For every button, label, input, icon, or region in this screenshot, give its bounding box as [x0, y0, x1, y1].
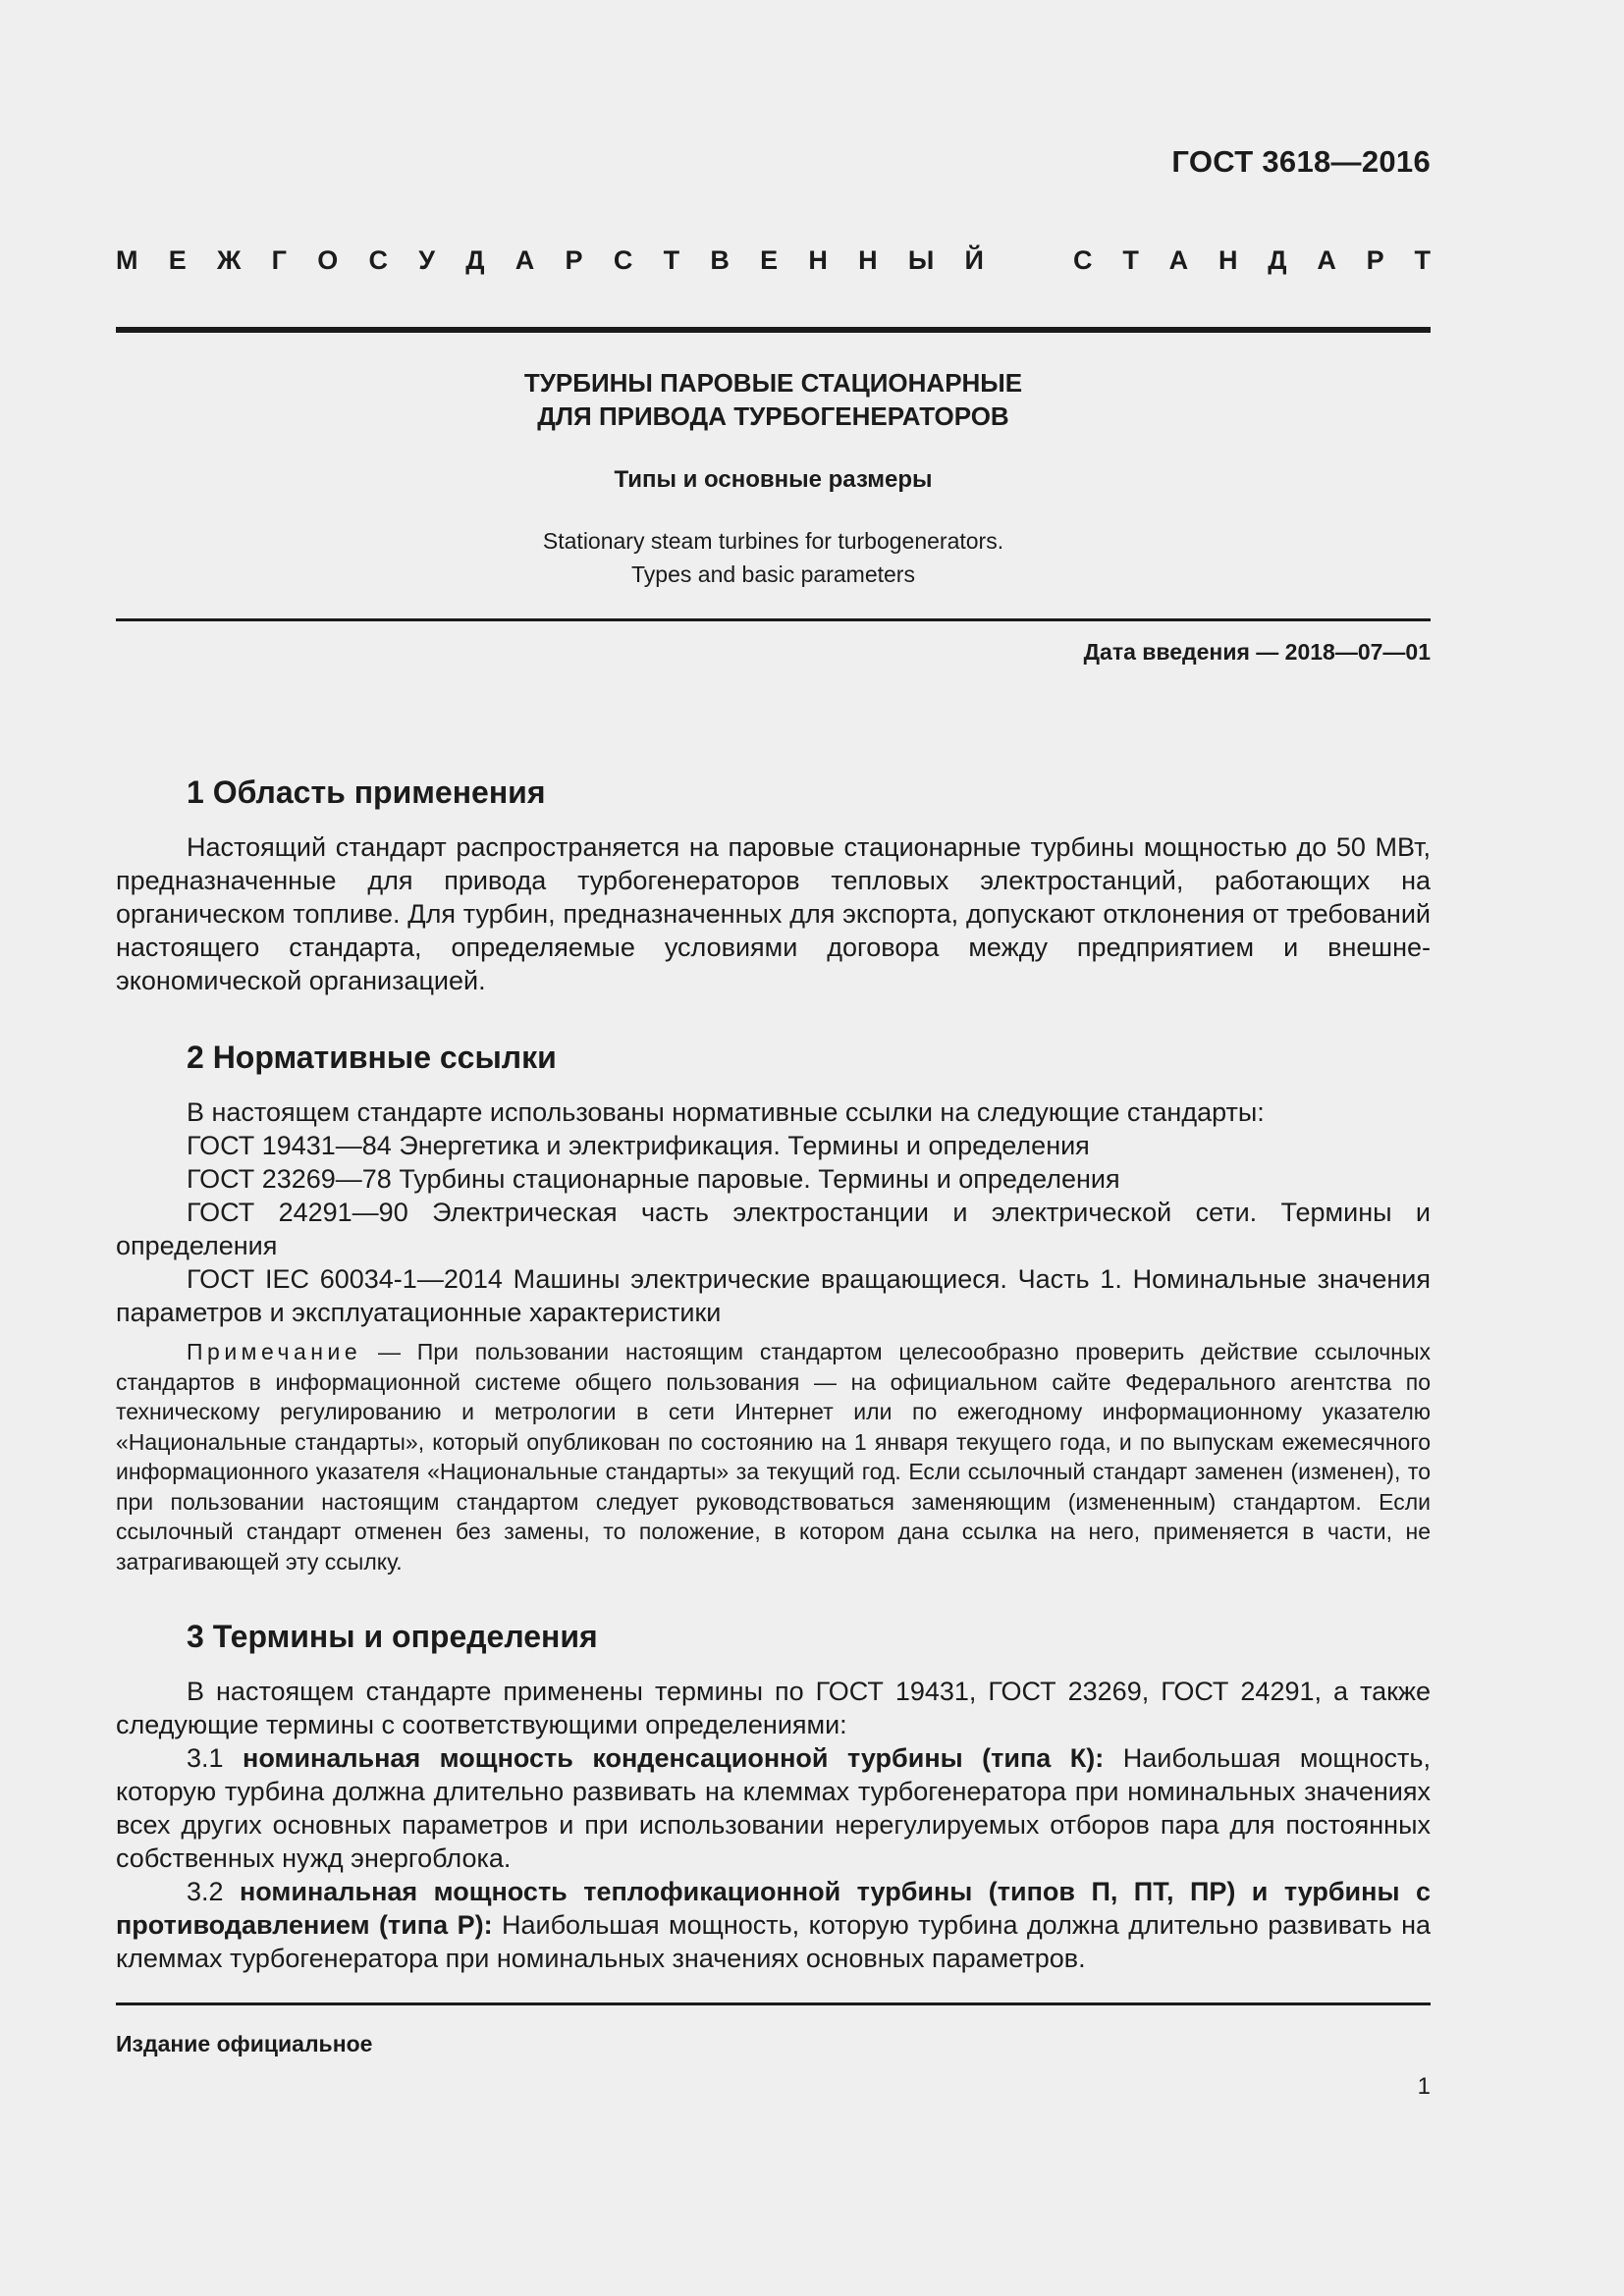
section-title: 1 Область применения — [187, 774, 546, 810]
document-subtitle: Типы и основные размеры — [614, 466, 933, 493]
term-name: номинальная мощность конденсационной турбины (типа К): — [243, 1743, 1105, 1773]
heading-letter: Д — [465, 245, 485, 275]
reference-item: ГОСТ 19431—84 Энергетика и электрификация. Термины и определения — [187, 1131, 1090, 1160]
heading-letter: А — [1317, 245, 1336, 275]
note — [116, 1337, 1431, 1576]
heading-letter: С — [368, 245, 388, 275]
heading-letter: Т — [1414, 245, 1431, 275]
page-number: 1 — [1417, 2073, 1431, 2100]
heading-letter: С — [613, 245, 633, 275]
term-definition-text: Наибольшая мощность, которую турбина должна длительно развивать на клеммах турбогенератора при номинальных значениях всех других основных параметров и при использовании нерегулируемых отборов пара для постоянных собственных нужд энергоблока. — [116, 1743, 1431, 1873]
heading-letter: С — [1073, 245, 1093, 275]
heading-letter: Н — [808, 245, 828, 275]
heading-letter: Й — [964, 245, 984, 275]
heading-letter: Ы — [907, 245, 935, 275]
heading-letter: Т — [663, 245, 680, 275]
section-scope — [116, 775, 1431, 997]
heading-letter: У — [418, 245, 436, 275]
term-number: 3.1 — [187, 1743, 244, 1773]
official-edition-label: Издание официальное — [116, 2031, 373, 2056]
heading-letter: Д — [1268, 245, 1287, 275]
heading-letter: Ж — [217, 245, 242, 275]
term-definition — [116, 1875, 1431, 1975]
section-normative-references — [116, 1041, 1431, 1576]
term-definition-text: Наибольшая мощность, которую турбина должна длительно развивать на клеммах турбогенератора при номинальных значениях основных параметров. — [116, 1910, 1431, 1973]
title-line-2: ДЛЯ ПРИВОДА ТУРБОГЕНЕРАТОРОВ — [537, 401, 1009, 431]
term-definition — [116, 1741, 1431, 1875]
reference-item: ГОСТ IEC 60034-1—2014 Машины электрические вращающиеся. Часть 1. Номинальные значения параметров и эксплуатационные характеристики — [116, 1264, 1431, 1327]
title-line-1: ТУРБИНЫ ПАРОВЫЕ СТАЦИОНАРНЫЕ — [523, 368, 1023, 398]
title-rule — [116, 618, 1431, 621]
heading-letter: Н — [1218, 245, 1238, 275]
standard-type-word-standard — [1073, 245, 1431, 276]
term-name: номинальная мощность теплофикационной турбины (типов П, ПТ, ПР) и турбины с противодавлением (типа Р): — [116, 1877, 1431, 1940]
standard-type-heading — [116, 245, 1431, 276]
section-title: 3 Термины и определения — [187, 1619, 598, 1654]
heading-letter: В — [710, 245, 730, 275]
reference-item: ГОСТ 24291—90 Электрическая часть электростанции и электрической сети. Термины и определения — [116, 1198, 1431, 1260]
introduction-date: Дата введения — 2018—07—01 — [1083, 639, 1431, 665]
note-label: Примечание — [187, 1339, 362, 1364]
heading-letter: О — [317, 245, 339, 275]
term-number: 3.2 — [187, 1877, 240, 1906]
document-title — [116, 366, 1431, 433]
note-text: — При пользовании настоящим стандартом целесообразно проверить действие ссылочных стандартов в информационной системе общего пользования — на официальном сайте Федерального агентства по техническому регулированию и метрологии в сети Интернет или по ежегодному информационному указателю «Национальные стандарты», который опубликован по состоянию на 1 января текущего года, и по выпускам ежемесячного информационного указателя «Национальные стандарты» за текущий год. Если ссылочный стандарт заменен (изменен), то при пользовании настоящим стандартом следует руководствоваться заменяющим (измененным) стандартом. Если ссылочный стандарт отменен без замены, то положение, в котором дана ссылка на него, применяется в части, не затрагивающей эту ссылку. — [116, 1339, 1431, 1575]
reference-item: ГОСТ 23269—78 Турбины стационарные паровые. Термины и определения — [187, 1164, 1120, 1194]
footer-rule — [116, 2002, 1431, 2005]
heading-letter: Р — [565, 245, 583, 275]
document-code: ГОСТ 3618—2016 — [1171, 144, 1431, 179]
heading-letter: Т — [1122, 245, 1139, 275]
heading-letter: Г — [271, 245, 287, 275]
paragraph: В настоящем стандарте применены термины по ГОСТ 19431, ГОСТ 23269, ГОСТ 24291, а также следующие термины с соответствующими определениями: — [116, 1677, 1431, 1739]
english-title-line-1: Stationary steam turbines for turbogenerators. — [542, 528, 1004, 554]
english-title-line-2: Types and basic parameters — [631, 561, 915, 587]
standard-type-word-interstate — [116, 245, 984, 276]
section-title: 2 Нормативные ссылки — [187, 1040, 557, 1075]
heading-letter: Е — [168, 245, 187, 275]
section-terms-definitions — [116, 1620, 1431, 1975]
paragraph: В настоящем стандарте использованы нормативные ссылки на следующие стандарты: — [187, 1097, 1265, 1127]
paragraph: Настоящий стандарт распространяется на паровые стационарные турбины мощностью до 50 МВт, предназначенные для привода турбогенераторов тепловых электростанций, работающих на органическом топливе. Для турбин, предназначенных для экспорта, допускают отклонения от требований настоящего стандарта, определяемые условиями договора между предприятием и внешне-экономической организацией. — [116, 832, 1431, 995]
heading-letter: А — [514, 245, 535, 275]
heading-letter: Р — [1366, 245, 1384, 275]
heading-letter: А — [1168, 245, 1189, 275]
english-title — [116, 524, 1431, 591]
heading-letter: М — [116, 245, 138, 275]
heading-letter: Н — [858, 245, 878, 275]
heading-letter: Е — [760, 245, 779, 275]
header-rule — [116, 327, 1431, 333]
